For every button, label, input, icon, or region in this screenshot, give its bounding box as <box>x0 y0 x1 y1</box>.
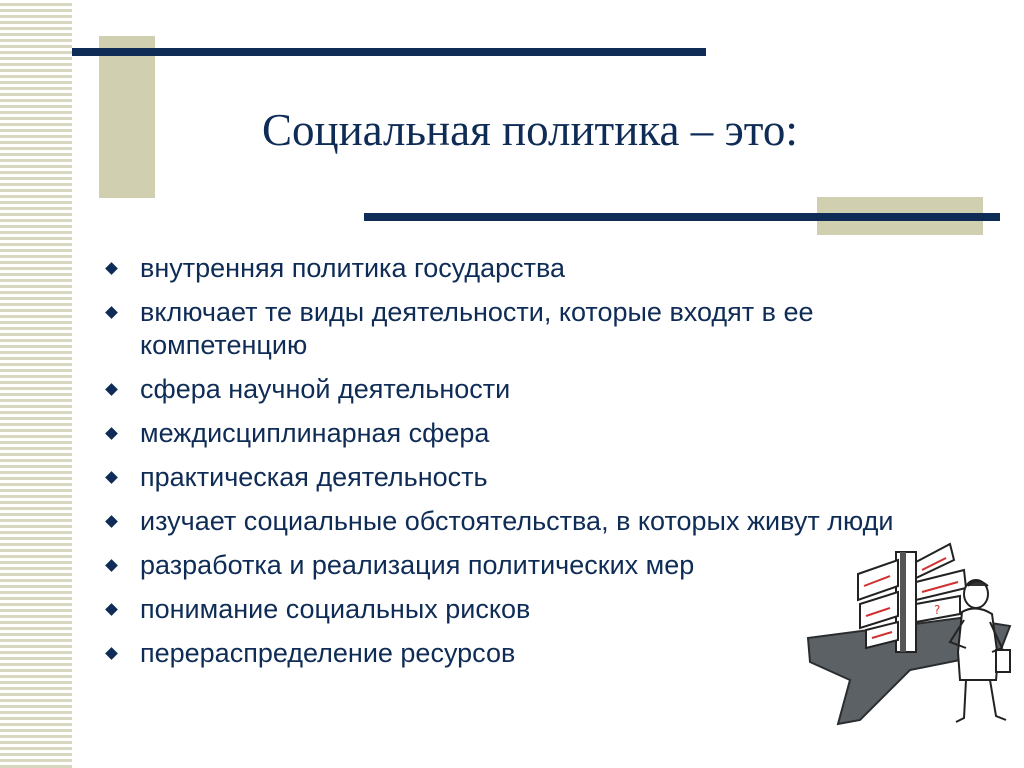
diamond-bullet-icon <box>105 383 118 396</box>
bullet-text: изучает социальные обстоятельства, в которых живут люди <box>140 506 894 536</box>
decor-bar-top-navy <box>72 48 706 56</box>
bullet-text: разработка и реализация политических мер <box>140 550 695 580</box>
bullet-item <box>102 252 932 285</box>
bullet-text: внутренняя политика государства <box>140 253 566 283</box>
diamond-bullet-icon <box>105 262 118 275</box>
bullet-text: сфера научной деятельности <box>140 374 511 404</box>
slide-title: Социальная политика – это: <box>262 105 798 155</box>
person-at-signpost-icon <box>800 530 1024 730</box>
bullet-item <box>102 296 932 362</box>
bullet-text: перераспределение ресурсов <box>140 638 516 668</box>
diamond-bullet-icon <box>105 306 118 319</box>
diamond-bullet-icon <box>105 427 118 440</box>
diamond-bullet-icon <box>105 647 118 660</box>
bullet-text: понимание социальных рисков <box>140 594 531 624</box>
bullet-item <box>102 373 932 406</box>
diamond-bullet-icon <box>105 515 118 528</box>
bullet-text: междисциплинарная сфера <box>140 418 490 448</box>
decor-bar-top-tan <box>99 36 155 198</box>
bullet-item <box>102 461 932 494</box>
bullet-item <box>102 417 932 450</box>
diamond-bullet-icon <box>105 471 118 484</box>
bullet-text: практическая деятельность <box>140 462 488 492</box>
svg-text:?: ? <box>934 603 941 617</box>
diamond-bullet-icon <box>105 559 118 572</box>
diamond-bullet-icon <box>105 603 118 616</box>
bullet-text: включает те виды деятельности, которые входят в ее компетенцию <box>140 297 814 360</box>
decor-bar-mid-navy <box>364 213 1000 221</box>
left-stripe-decoration <box>0 0 72 768</box>
